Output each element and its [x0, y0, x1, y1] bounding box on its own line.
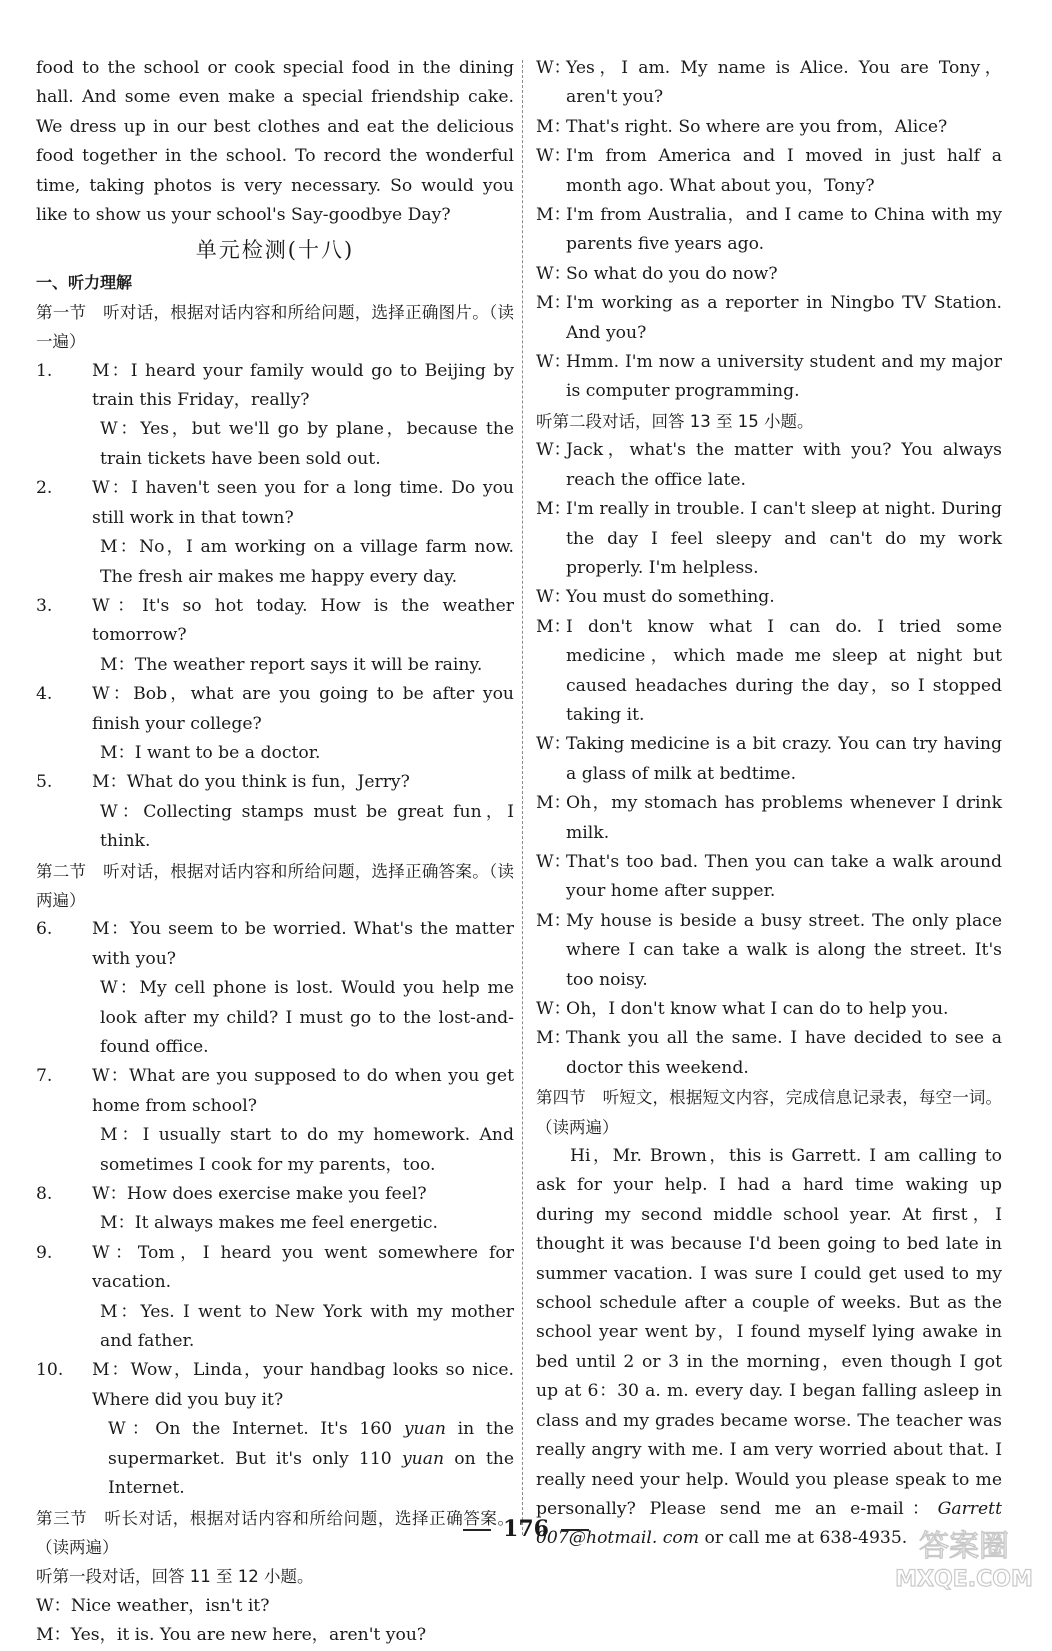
currency-word: yuan — [401, 1448, 445, 1469]
dialogue-line — [536, 54, 1002, 113]
question-2: 2. W：I haven't seen you for a long time. Do you still work in that town? — [36, 478, 514, 528]
speaker-tag: M： — [536, 116, 571, 137]
question-9: 9. W：Tom，I heard you went somewhere for vacation. — [36, 1242, 514, 1293]
dialogue-text: W：On the Internet. It's 160 — [108, 1419, 404, 1440]
question-6-reply — [36, 974, 514, 1062]
page-number-text: 176 — [503, 1516, 549, 1542]
intro-paragraph: food to the school or cook special food in the dining hall. And some even make a special friendship cake. We dress up in our best clothes and eat the delicious food together in the school. To record the wonderful time, taking photos is very necessary. So would you like to show us your school's Say-goodbye Day? — [36, 58, 514, 226]
question-4-reply — [36, 739, 514, 768]
dialogue-line — [536, 348, 1002, 407]
dialogue-text: I'm working as a reporter in Ningbo TV Station. And you? — [566, 293, 1002, 343]
dialogue-text: Hmm. I'm now a university student and my major is computer programming. — [566, 352, 1002, 402]
dialogue-text: You must do something. — [566, 587, 775, 608]
dialogue-line: M：What do you think is fun，Jerry? — [92, 772, 410, 793]
dialogue-line: W：How does exercise make you feel? — [92, 1184, 427, 1205]
dialogue-text: My house is beside a busy street. The only place where I can take a walk is along the street. It's too noisy. — [566, 910, 1002, 990]
dialogue-line: M：The weather report says it will be rainy. — [100, 654, 483, 675]
dialogue-text: on the Internet. — [108, 1448, 514, 1499]
watermark-logo — [884, 1516, 1044, 1594]
dialogue-text: That's right. So where are you from，Alice? — [566, 116, 948, 137]
speaker-tag: M： — [536, 1028, 571, 1049]
dialogue-line: M：I heard your family would go to Beijing by train this Friday，really? — [92, 360, 514, 411]
currency-word: yuan — [403, 1419, 446, 1440]
question-4: 4. W：Bob，what are you going to be after you finish your college? — [36, 684, 514, 734]
dialogue-line — [536, 1024, 1002, 1083]
speaker-tag: M： — [536, 910, 571, 931]
dialogue-text: That's too bad. Then you can take a walk around your home after supper. — [566, 851, 1002, 902]
dialogue-text: So what do you do now? — [566, 263, 778, 284]
question-1-reply — [36, 415, 514, 474]
dialogue-line: M：I want to be a doctor. — [100, 742, 321, 763]
dialogue-line — [536, 848, 1002, 907]
dash-left — [463, 1529, 491, 1531]
dialogue-1-instruction: 听第一段对话，回答 11 至 12 小题。 — [36, 1567, 314, 1587]
question-9-reply — [36, 1298, 514, 1357]
dialogue-text: I don't know what I can do. I tried some medicine，which made me sleep at night but caused headaches during the day，so I stopped taking it. — [566, 616, 1002, 725]
watermark-url: MXQE.COM — [895, 1567, 1033, 1592]
dialogue-text: Oh，I don't know what I can do to help you. — [566, 999, 949, 1019]
dialogue-line — [536, 583, 1002, 612]
question-3-reply — [36, 651, 514, 680]
speaker-tag: W： — [536, 146, 571, 167]
dialogue-line — [536, 201, 1002, 260]
dialogue-line — [536, 436, 1002, 495]
question-5: 5. M：What do you think is fun，Jerry? — [36, 772, 410, 793]
dialogue-text: I'm from Australia，and I came to China with my parents five years ago. — [566, 205, 1002, 255]
dialogue-line: W：What are you supposed to do when you get home from school? — [92, 1066, 514, 1116]
dialogue-text: I'm really in trouble. I can't sleep at night. During the day I feel sleepy and can't do my work properly. I'm helpless. — [566, 499, 1002, 578]
dialogue-text: Jack，what's the matter with you? You always reach the office late. — [566, 440, 1002, 490]
section-1-instruction: 第一节 听对话，根据对话内容和所给问题，选择正确图片。（读一遍） — [36, 302, 514, 352]
question-1: 1. M：I heard your family would go to Beijing by train this Friday，really? — [36, 360, 514, 411]
section-2-instruction: 第二节 听对话，根据对话内容和所给问题，选择正确答案。（读两遍） — [36, 861, 514, 910]
speaker-tag: W： — [536, 352, 571, 373]
unit-test-title: 单元检测(十八) — [195, 238, 355, 263]
speaker-tag: W： — [536, 999, 571, 1019]
passage-text: Hi，Mr. Brown，this is Garrett. I am calling to ask for your help. I had a hard time waking up during my second middle school year. At first，I thought it was because I'd been going to bed late in summer vacation. I was sure I could get used to my school schedule after a couple of weeks. But as the school year went by，I found myself lying awake in bed until 2 or 3 in the morning，even though I got up at 6：30 a. m. every day. I began falling asleep in class and my grades became worse. The teacher was really angry with me. I am very worried about that. I really need your help. Would you please speak to me personally? Please send me an e-mail： — [536, 1146, 1002, 1519]
question-5-reply — [36, 798, 514, 857]
dialogue-line — [536, 495, 1002, 583]
dialogue-line: M：Yes，it is. You are new here，aren't you? — [36, 1625, 427, 1646]
watermark-text: 答案圈 — [919, 1529, 1009, 1564]
dialogue-line: W：Bob，what are you going to be after you finish your college? — [92, 684, 514, 734]
question-10-reply — [36, 1415, 514, 1503]
section-4-instruction: 第四节 听短文，根据短文内容，完成信息记录表，每空一词。（读两遍） — [536, 1088, 1002, 1137]
dialogue-line — [536, 907, 1002, 995]
speaker-tag: M： — [536, 616, 571, 637]
left-column — [36, 54, 514, 1651]
question-7: 7. W：What are you supposed to do when you get home from school? — [36, 1066, 514, 1116]
speaker-tag: M： — [536, 205, 571, 226]
dialogue-line — [536, 289, 1002, 348]
dialogue-text: Oh，my stomach has problems whenever I drink milk. — [566, 793, 1002, 843]
speaker-tag: W： — [536, 734, 571, 755]
dialogue-line — [536, 613, 1002, 731]
dialogue-line: M：You seem to be worried. What's the matter with you? — [92, 919, 514, 969]
dialogue-line: W：Yes，but we'll go by plane，because the train tickets have been sold out. — [100, 419, 514, 469]
dialogue-line: M：Wow，Linda，your handbag looks so nice. Where did you buy it? — [92, 1360, 514, 1410]
speaker-tag: M： — [536, 499, 571, 520]
question-3: 3. W：It's so hot today. How is the weather tomorrow? — [36, 595, 514, 646]
right-column — [536, 54, 1002, 1554]
column-divider — [522, 60, 523, 1535]
dialogue-text: I'm from America and I moved in just half a month ago. What about you，Tony? — [566, 146, 1002, 196]
part-listening-heading: 一、听力理解 — [36, 273, 133, 293]
dialogue-line: M：No，I am working on a village farm now. The fresh air makes me happy every day. — [100, 537, 514, 587]
dialogue-line — [536, 730, 1002, 789]
speaker-tag: W： — [536, 587, 571, 608]
email-address: Garrett 007@hotmail. com — [536, 1498, 1002, 1549]
dialogue-text: Taking medicine is a bit crazy. You can try having a glass of milk at bedtime. — [566, 734, 1002, 784]
dialogue-line — [536, 789, 1002, 848]
dialogue-line — [536, 260, 1002, 289]
speaker-tag: M： — [536, 293, 571, 314]
question-6: 6. M：You seem to be worried. What's the matter with you? — [36, 919, 514, 969]
passage-paragraph — [536, 1142, 1002, 1554]
dialogue-line — [536, 113, 1002, 142]
dialogue-text: Thank you all the same. I have decided to see a doctor this weekend. — [566, 1028, 1002, 1078]
speaker-tag: W： — [536, 58, 571, 78]
dialogue-text: in the supermarket. But it's only 110 — [108, 1419, 514, 1469]
dialogue-line: M：I usually start to do my homework. And sometimes I cook for my parents，too. — [100, 1125, 514, 1175]
dialogue-line: W：Tom，I heard you went somewhere for vacation. — [92, 1242, 514, 1293]
dialogue-text: Yes，I am. My name is Alice. You are Tony，aren't you? — [566, 58, 1002, 108]
dialogue-line: W：It's so hot today. How is the weather tomorrow? — [92, 595, 514, 646]
dialogue-line: W：Nice weather，isn't it? — [36, 1595, 270, 1616]
question-8-reply — [36, 1209, 514, 1238]
speaker-tag: W： — [536, 440, 571, 461]
dialogue-line: W：My cell phone is lost. Would you help me look after my child? I must go to the lost-and-found office. — [100, 978, 514, 1057]
dialogue-line: M：Yes. I went to New York with my mother and father. — [100, 1301, 514, 1352]
dialogue-line: M：It always makes me feel energetic. — [100, 1213, 438, 1234]
dash-right — [561, 1529, 589, 1531]
speaker-tag: M： — [536, 793, 571, 814]
dialogue-line: W：I haven't seen you for a long time. Do you still work in that town? — [92, 478, 514, 528]
section-3-instruction: 第三节 听长对话，根据对话内容和所给问题，选择正确答案。（读两遍） — [36, 1508, 514, 1557]
question-2-reply — [36, 533, 514, 592]
question-7-reply — [36, 1121, 514, 1180]
speaker-tag: W： — [536, 263, 571, 284]
dialogue-line — [536, 142, 1002, 201]
speaker-tag: W： — [536, 851, 571, 872]
dialogue-line — [536, 995, 1002, 1024]
dialogue-2-instruction: 听第二段对话，回答 13 至 15 小题。 — [536, 411, 814, 431]
passage-text: or call me at 638-4935. — [699, 1528, 908, 1549]
question-8: 8. W：How does exercise make you feel? — [36, 1184, 427, 1205]
question-10: 10. M：Wow，Linda，your handbag looks so nice. Where did you buy it? — [36, 1360, 514, 1410]
dialogue-line: W：Collecting stamps must be great fun，I think. — [100, 801, 514, 852]
